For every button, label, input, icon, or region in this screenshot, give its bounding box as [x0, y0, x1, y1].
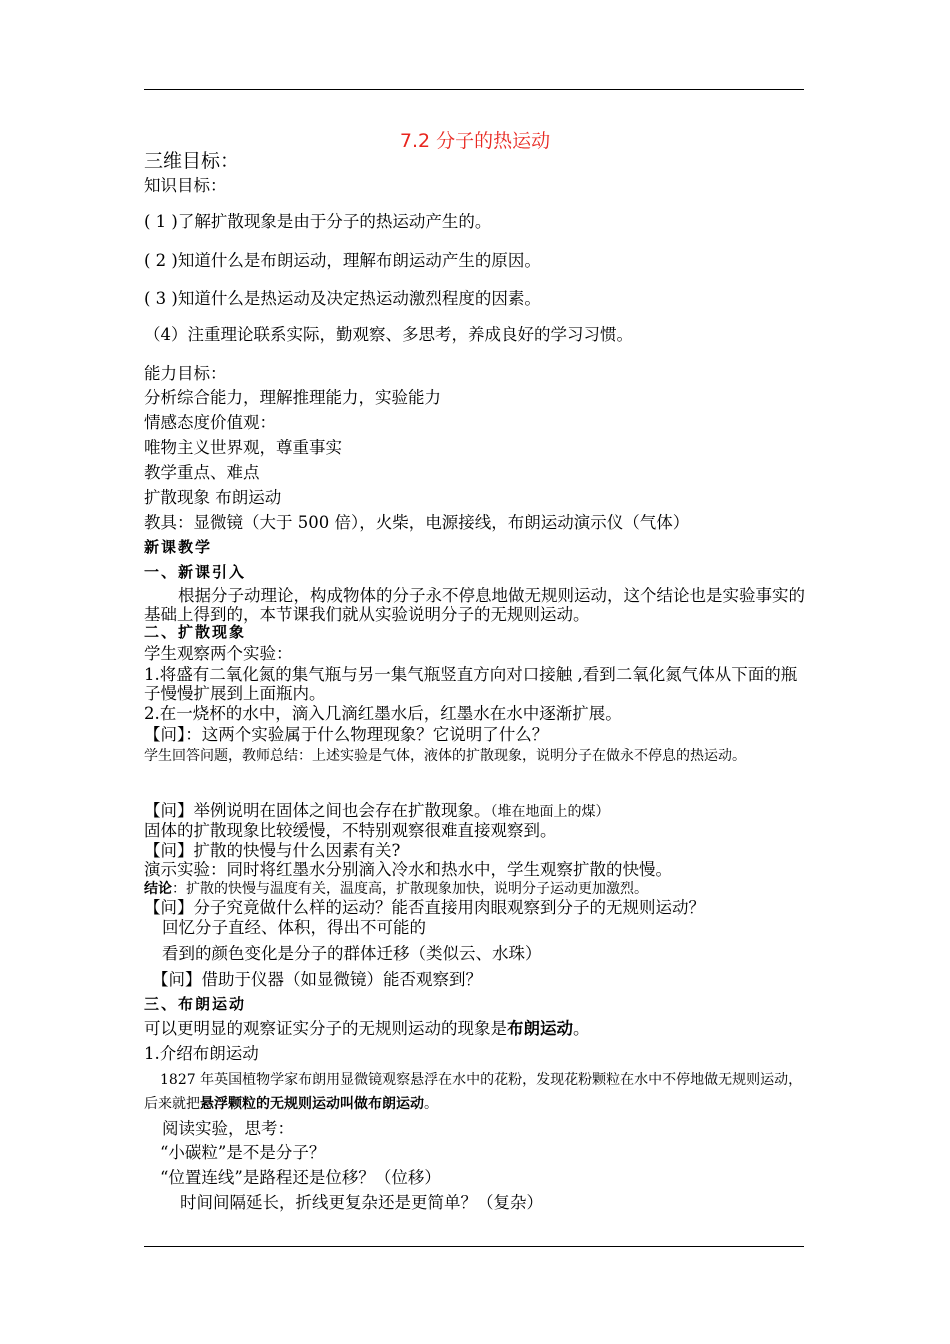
goal-4: （4）注重理论联系实际，勤观察、多思考，养成良好的学习习惯。	[144, 325, 633, 344]
brownian-history-text: 1827 年英国植物学家布朗用显微镜观察悬浮在水中的花粉，发现花粉颗粒在水中不停地做无规则运动，后来就把	[144, 1072, 803, 1112]
student-observe: 学生观察两个实验：	[144, 644, 293, 663]
brownian-history	[144, 1068, 808, 1116]
brownian-history-end: 。	[424, 1096, 438, 1112]
intro-text: 根据分子动理论，构成物体的分子永不停息地做无规则运动，这个结论也是实验事实的基础上得到的，本节课我们就从实验说明分子的无规则运动。	[144, 586, 805, 624]
experiment-2: 2.在一烧杯的水中，滴入几滴红墨水后，红墨水在水中逐渐扩展。	[144, 704, 622, 723]
bottom-rule	[144, 1246, 804, 1247]
page-title: 7.2 分子的热运动	[399, 130, 551, 152]
question-1: 【问】：这两个实验属于什么物理现象？它说明了什么？	[144, 725, 549, 744]
experiment-1: 1.将盛有二氧化氮的集气瓶与另一集气瓶竖直方向对口接触 ,看到二氧化氮气体从下面的瓶子慢慢扩展到上面瓶内。	[144, 665, 798, 703]
demo-experiment: 演示实验：同时将红墨水分别滴入冷水和热水中，学生观察扩散的快慢。	[144, 860, 672, 879]
reading-experiment: 阅读实验，思考：	[162, 1119, 294, 1138]
intro-paragraph	[144, 586, 808, 624]
conclusion	[144, 882, 808, 896]
think-q2: “位置连线”是路程还是位移？（位移）	[160, 1168, 441, 1187]
conclusion-label: 结论	[144, 881, 172, 897]
question-2-text: 【问】举例说明在固体之间也会存在扩散现象。	[144, 801, 491, 820]
question-4: 【问】分子究竟做什么样的运动？能否直接用肉眼观察到分子的无规则运动？	[144, 898, 705, 917]
color-change: 看到的颜色变化是分子的群体迁移（类似云、水珠）	[162, 944, 542, 963]
heading-new-lesson: 新课教学	[144, 538, 213, 556]
goal-1: ( 1 )了解扩散现象是由于分子的热运动产生的。	[144, 212, 492, 231]
brownian-term: 布朗运动	[507, 1019, 573, 1038]
think-q1: “小碳粒”是不是分子？	[160, 1143, 326, 1162]
heading-brownian: 三、布朗运动	[144, 995, 247, 1013]
think-q3: 时间间隔延长，折线更复杂还是更简单？（复杂）	[180, 1193, 543, 1212]
brownian-intro-end: 。	[573, 1019, 590, 1038]
heading-intro: 一、新课引入	[144, 563, 247, 581]
brownian-definition: 悬浮颗粒的无规则运动叫做布朗运动	[200, 1096, 424, 1112]
question-3: 【问】扩散的快慢与什么因素有关?	[144, 841, 401, 860]
knowledge-goals-label: 知识目标：	[144, 176, 227, 195]
recall-molecule: 回忆分子直经、体积，得出不可能的	[162, 918, 426, 937]
section-three-goals: 三维目标：	[144, 150, 240, 172]
question-5: 【问】借助于仪器（如显微镜）能否观察到？	[152, 970, 482, 989]
teaching-tools: 教具：显微镜（大于 500 倍），火柴，电源接线，布朗运动演示仪（气体）	[144, 513, 690, 532]
attitude-label: 情感态度价值观：	[144, 413, 276, 432]
brownian-intro-text: 可以更明显的观察证实分子的无规则运动的现象是	[144, 1019, 507, 1038]
ability-goals: 分析综合能力，理解推理能力，实验能力	[144, 388, 441, 407]
attitude-text: 唯物主义世界观，尊重事实	[144, 438, 342, 457]
brownian-intro	[144, 1021, 808, 1038]
conclusion-text: ：扩散的快慢与温度有关，温度高，扩散现象加快，说明分子运动更加激烈。	[172, 881, 648, 897]
solid-diffusion: 固体的扩散现象比较缓慢，不特别观察很难直接观察到。	[144, 821, 557, 840]
introduce-brownian: 1.介绍布朗运动	[144, 1044, 259, 1063]
top-rule	[144, 89, 804, 90]
teacher-summary: 学生回答问题，教师总结：上述实验是气体，液体的扩散现象，说明分子在做永不停息的热运动。	[144, 748, 746, 764]
heading-diffusion: 二、扩散现象	[144, 623, 247, 641]
question-2	[144, 803, 808, 820]
key-points: 扩散现象 布朗运动	[144, 488, 282, 507]
key-points-label: 教学重点、难点	[144, 463, 260, 482]
question-2-note: （堆在地面上的煤）	[490, 804, 610, 820]
goal-2: ( 2 )知道什么是布朗运动，理解布朗运动产生的原因。	[144, 251, 541, 270]
goal-3: ( 3 )知道什么是热运动及决定热运动激烈程度的因素。	[144, 289, 541, 308]
ability-goals-label: 能力目标：	[144, 364, 227, 383]
